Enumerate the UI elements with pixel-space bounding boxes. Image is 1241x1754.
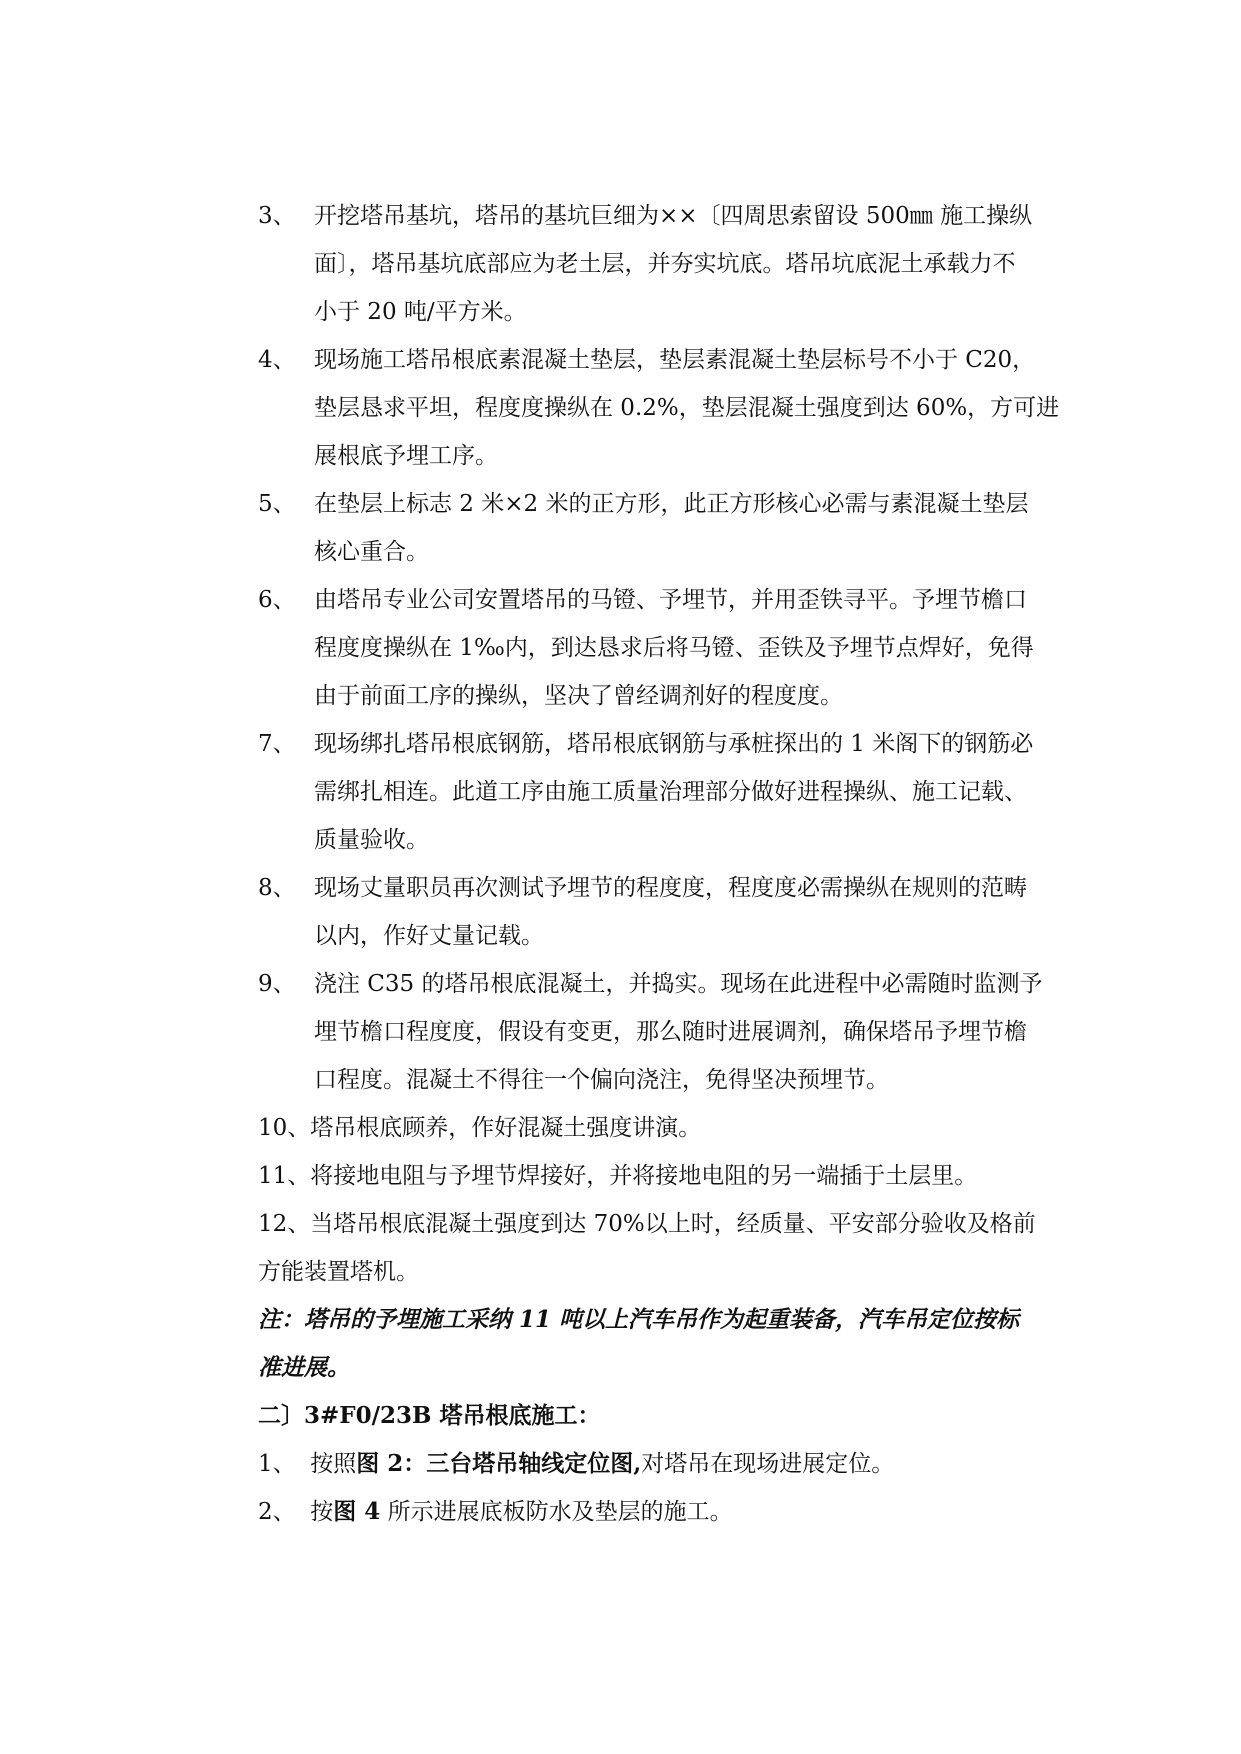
document-body — [258, 192, 1088, 1536]
note-line: 注：塔吊的予埋施工采纳 11 吨以上汽车吊作为起重装备，汽车吊定位按标 — [258, 1306, 1020, 1333]
step-item — [258, 1488, 1088, 1536]
item-number: 8、 — [258, 875, 296, 901]
figure-reference: 图 4 — [333, 1498, 381, 1525]
text-line: 由塔吊专业公司安置塔吊的马镫、予埋节，并用歪铁寻平。予埋节檐口 — [314, 587, 1027, 613]
list-item — [258, 336, 1088, 480]
text-line: 现场丈量职员再次测试予埋节的程度度，程度度必需操纵在规则的范畴 — [314, 875, 1027, 901]
list-item — [258, 720, 1088, 864]
text-line: 需绑扎相连。此道工序由施工质量治理部分做好进程操纵、施工记载、 — [314, 779, 1027, 805]
text-line: 以内，作好丈量记载。 — [314, 923, 544, 949]
item-number: 5、 — [258, 491, 296, 517]
item-number: 4、 — [258, 347, 296, 373]
text-line: 小于 20 吨/平方米。 — [314, 299, 527, 325]
paragraph-item-10: 10、塔吊根底顾养，作好混凝土强度讲演。 — [258, 1115, 702, 1141]
text-line: 质量验收。 — [314, 827, 429, 853]
text-line: 埋节檐口程度度，假设有变更，那么随时进展调剂，确保塔吊予埋节檐 — [314, 1019, 1027, 1045]
item-number: 6、 — [258, 587, 296, 613]
text-line: 现场施工塔吊根底素混凝土垫层，垫层素混凝土垫层标号不小于 C20， — [314, 347, 1036, 373]
text-line: 核心重合。 — [314, 539, 429, 565]
item-number: 9、 — [258, 971, 296, 997]
text-line: 现场绑扎塔吊根底钢筋，塔吊根底钢筋与承桩探出的 1 米阁下的钢筋必 — [314, 731, 1034, 757]
step-text-post: 所示进展底板防水及垫层的施工。 — [387, 1499, 733, 1525]
list-item — [258, 480, 1088, 576]
note-line: 准进展。 — [258, 1354, 350, 1381]
text-line: 口程度。混凝土不得往一个偏向浇注，免得坚决预埋节。 — [314, 1067, 889, 1093]
text-line: 面〕，塔吊基坑底部应为老土层，并夯实坑底。塔吊坑底泥土承载力不 — [314, 251, 1016, 277]
step-item — [258, 1440, 1088, 1488]
item-number: 3、 — [258, 203, 296, 229]
text-line: 由于前面工序的操纵，坚决了曾经调剂好的程度度。 — [314, 683, 843, 709]
list-item — [258, 864, 1088, 960]
paragraph-item-11: 11、将接地电阻与予埋节焊接好，并将接地电阻的另一端插于土层里。 — [258, 1163, 978, 1189]
figure-reference: 图 2：三台塔吊轴线定位图, — [356, 1450, 642, 1477]
step-text-pre: 按照 — [310, 1451, 357, 1477]
paragraph-item-12: 12、当塔吊根底混凝土强度到达 70%以上时，经质量、平安部分验收及格前 — [258, 1211, 1036, 1237]
text-line: 展根底予埋工序。 — [314, 443, 498, 469]
list-item — [258, 960, 1088, 1104]
text-line: 垫层恳求平坦，程度度操纵在 0.2%，垫层混凝土强度到达 60%，方可进 — [314, 395, 1060, 421]
section-heading: 二〕3#F0/23B 塔吊根底施工： — [258, 1402, 601, 1429]
text-line: 在垫层上标志 2 米×2 米的正方形，此正方形核心必需与素混凝土垫层 — [314, 491, 1029, 517]
list-item — [258, 576, 1088, 720]
list-item — [258, 192, 1088, 336]
step-number: 1、 — [258, 1451, 296, 1477]
paragraph-item-12-cont: 方能装置塔机。 — [258, 1259, 419, 1285]
text-line: 浇注 C35 的塔吊根底混凝土，并捣实。现场在此进程中必需随时监测予 — [314, 971, 1043, 997]
step-text-pre: 按 — [310, 1499, 334, 1525]
text-line: 程度度操纵在 1‰内，到达恳求后将马镫、歪铁及予埋节点焊好，免得 — [314, 635, 1034, 661]
text-line: 开挖塔吊基坑，塔吊的基坑巨细为××〔四周思索留设 500㎜ 施工操纵 — [314, 203, 1033, 229]
item-number: 7、 — [258, 731, 296, 757]
step-number: 2、 — [258, 1499, 296, 1525]
step-text-post: 对塔吊在现场进展定位。 — [641, 1451, 895, 1477]
